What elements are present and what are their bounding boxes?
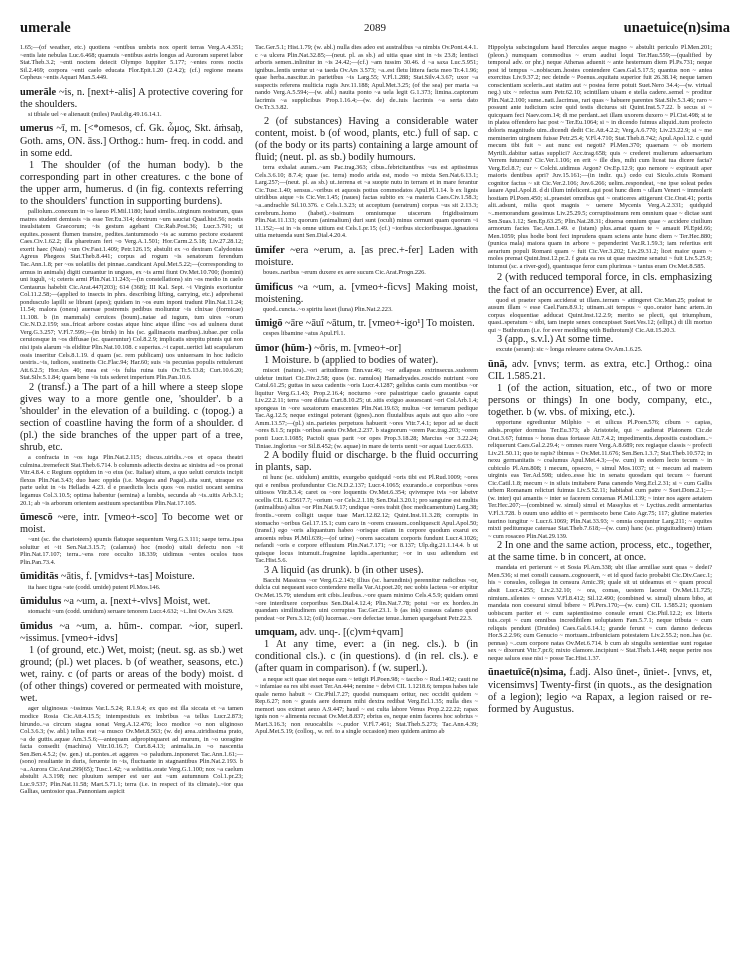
citations: Bacchi Massicus ~or Verg.G.2.143; illius (sc. harundinis) perennitur radicibus ~or, dulcia cui nequeant suco contendere mella Var.At.poet.20; nec uobis lacteus ~or eripitur Ov.Met.15.79; utendum erit cibis..leuibus..~ore quam minimo Cels.4.5.9; quidam omni ~ore interdixere corporibus Sen.Dial.4.12.4; Plin.Nat.7.78; potui ~or ex hordeo..in quandam similitudinem uini corruptus Tac.Ger.23.1. b (as ink) crassus calamo quod pendeat ~or Pers.3.12; (oil) lucernae..~ore defectae tenue..lumen spargebant Petr.22.3. — [255, 576, 478, 622]
headword: umquam, — [255, 627, 298, 639]
sense-1: 1 At any time, ever: a (in neg. cls.). b (in conditional cls.). c (in questions). d (in rel. cls.). e (after quam in comparison). f (w. superl.). — [255, 639, 478, 675]
citations: a confracta in ~os iuga Plin.Nat.2.115; discus..uiridis..~os et opaca theatri culmina..tremefecit Stat.Theb.6.714. b columnis adiectis dextra ac sinistra ad ~os pronai Vitr.4.8.4. c Regium oppidum in ~o eius (sc. Italiae) situm, a quo ueluti ceruicis incipit flexus Plin.Nat.3.43; duo haec oppida (i.e. Megara and Pagai)..sita sunt, utraque ex parte uelut in ~is Helladis 4.23. d e praedictis locis quos ~os rustici uocant semina legamus Col.3.10.5; optima habentur (semina) a lumbis, secunda ab ~is..uitis Arb.3.1; 20.1; ab ~is arborum orientem aestiuum spectantibus Plin.Nat.17.105. — [20, 454, 243, 507]
page-header — [0, 20, 750, 40]
definition: ~is, n. [next+-alis] A protective covering for the shoulders. — [20, 86, 243, 110]
sense-1: 1 (of the action, situation, etc., of two or more persons or things) In one body, company, etc., together. b (w. vbs. of mixing, etc.). — [488, 383, 712, 419]
headword: ūmificus — [255, 281, 293, 293]
definition: ~āre ~āuī ~ātum, tr. [vmeo+-igo¹] To moisten. — [282, 318, 475, 330]
definition: ~a ~um, a. hūm-. compar. ~ior, superl. ~issimus. [vmeo+-idvs] — [20, 620, 243, 644]
definition: ~ātis, f. [vmidvs+-tas] Moisture. — [58, 571, 195, 583]
headword: ūmidulus — [20, 596, 62, 608]
column-2 — [255, 44, 478, 736]
definition: adv. [vnvs; term. as extra, etc.] Orthog.: oina CIL 1.585.21. — [488, 358, 712, 383]
citations: a neque scit quae siet neque eam ~ tetigit Pl.Poen.98; ~ taccbo ~ Rud.1402; cauit ne ~ infamiae ea res sibi esset Ter.An.444; nemine ~ debvi CIL 1.1218.6; tempus habes tale quale nemo habuit ~ Cic.Phil.7.27; quodsi numquam oritur, nec occidit quidem ~ Rep.6.27; non ~ grauis aere domum mihi dextra redibat Verg.Ecl.1.35; nulla dies ~ memori uos eximet aeuo A.9.447; haud ~ est culta labore Venus Prop.2.22.22; rapax ignis non ~ alimenta recusat Ov.Met.8.837; ebrius es, neque enim faceres hoc sobrius ~ Mart.3.16.3; non reuocabilis ~..pudor V.Fl.7.461; Stat.Theb.5.273; Tac.Ann.4.39; Apul.Met.5.19; (colloq., w. ref. to a single occasion) meo quidem animo ab — [255, 675, 478, 736]
citations: terra exhalat auram..~am Pac.trag.363; cibus..febricitantibus ~us est aptissimus Cels.3.6.10; 8.7.4; quae (sc. terra) modo arida est, modo ~o mixta Sen.Nat.6.13.1; Larg.257;—(neut. pl. as sb.) ut..terrena et ~a suopte nutu in terram et in mare ferantur Cic.Tusc.1.40; sensus..~oribus et aquosis potius commodatos Apul.Pl.1.14. b ex lignis uiridibus atque ~is Cic.Ver.1.45; (naues) factas subito ex ~a materia Caes.Civ.1.58.3; ~a..andrachle Sil.10.376. c Cels.1.3.23; ut acceptum (ueratrum) corpus ~us sit 2.13.3; cerebrum..homo (habet)..~issimum omniumque uiscerum frigidissimum Plin.Nat.11.133; quorum (animalium) duri sunt (oculi) minus cernunt quam quorum ~i 11.152;—si in ~is omne uitium est Cels.1.pr.15; (cf.) ~ioribus siccioribusque..ignauiora uitia metuenda sunt Sen.Dial.4.20.4. — [255, 164, 478, 240]
entry-una — [488, 359, 712, 663]
sense-3: 3 (app., s.v.l.) At some time. — [497, 334, 614, 346]
entry-umidulus — [20, 596, 243, 616]
continued-citations: Hippolyta subcingulum haud Hercules aeque magno ~ abstulit periculo Pl.Men.201; (pleon.) numquam commodius ~ erum audiui loqui Ter.Hau.559;—(qualified by temporal adv. or phr.) neque Athenas aduenit ~ ante hesternum diem Pl.Ps.731; neque post id tempus ~..nobiscum..hostes contendere Caes.Gal.5.17.5; quantus non ~ antea exercitus Liv.9.37.2; nec deinde ~ Poenus..equitatu superior fuit 26.38.14; neque tamen conscientiam sceleris..aut statim aut ~ postea ferre potuit Suet.Nero 34.4;—(w. virtual neg.) uix ~ refectus sum Petr.62.10; scintillam uisam e stella cadere..semel ~ proditur Plin.Nat.2.100; sume..nati..lacrimas, rari quas ~ habuere parentes Stat.Silv.5.3.46; raro ~ possunt ante iudicium scire quid testis dicturus sit Quint.Inst.5.7.22. b secus si ~ quicquam feci Naev.com.14; di me perdant..sei illam uxorem duxero ~ Pl.Cist.498; si te in platea offendero hac post ~ Ter.Eu.1064; si ~ in dicendo fuimus aliquid..tum profecto doloris magnitudo uim..dicendi dedit Cic.Att.4.2.2; Verg.A.6.770; Liv.23.22.9; si ~ me meminerim uirginem fuisse Petr.25.4; V.Fl.4.710; Stat.Theb.8.742; Apul.Apol.12. c quid mecum tibi fuit ~ aut nunc est negoti? Pl.Men.370; quaenam ~ ob mortem Myrtili..dabitur satias supplici? Acc.trag.658; quis ~ crederet mulierum aduersarium Verrem futurum? Cic.Ver.1.106; en erit ~ ille dies, mihi cum liceat tua dicere facta? Verg.Ecl.8.7; cur ~ Colchi..uidimus Argon? Ov.Ep.12.9; quo nemore ~ expirauit aper maioris dentibus apri? Juv.15.161;—(in indir. qu.) cedo cui Siculo..ciuis Romani cognitor factus ~ sit Cic.Ver.2.106; Juv.6.266; uelim..respondeat, ~ne ipse soleat pedes lauare Apul.Apol.8. d di illum infelicent..qui post hunc diem ~ ullam Veneri ~ immolarit hostiam Pl.Poen.450; si..praestet omnibus qui ~ oraticeres attigerunt Cic.Orat.41; portis alii..adsunt, milia quot magnis ~ uenere Mycenis Verg.A.2.331; quidquid ~..memorandum gessimus Liv.25.29.5; corruptissimum rem omnium quae ~ dictae sunt Sen.Suas.1.12; Sen.Ep.63.25; Plin.Nat.28.31; diuersa omnium quae ~ accidere ciuilium armorum facies Tac.Ann.1.49. e (istam) plus..amat quam te ~ amauit Pl.Epid.66; Men.1059; plus hodie boni feci inprudens quam sciens ante hunc diem ~ Ter.Hec.880; (punica mala) maiora quam in arbore ~ pependerint Var.R.1.59.3; iam refertius erit aerarium populi Romani quam ~ fuit Cic.Ver.3.202; Liv.29.31.2; licet maior quam ~ moles premat Quint.Inst.12.pr.2. f grata ea res ut quae maxime senatui ~ fuit Liv.5.25.9; intumui (sc. a river-god), quantusque feror cum plurimus ~ tantus eram Ov.Met.8.585. — [488, 44, 712, 270]
headword: ūmidus — [20, 620, 53, 632]
definition: ~ere, intr. [vmeo+-sco] To become wet or moist. — [20, 512, 243, 536]
citations: opportune egrediuntur Milphio ~ et uilicus Pl.Poen.576; cibum ~ capias, adsis..propter dormias Ter.Eu.373; ab Aristotele, qui ~ audierat Platonem Cic.de Orat.3.67; fuimus ~ horas duas fortasse Att.7.4.2; impedimentis..depositis custodiam..~ reliquerunt Caes.Gal.2.29.4; ~ omnes ruere Verg.A.8.689; rex regiaque classis ~ profecti Liv.21.50.11; quo te rapis? ibimus ~ Ov.Met.11.676; Sen.Ben.1.3.7; Stat.Theb.10.572; in nexu germanitatis ~ coalumus Apul.Met.4.3;—(w. cum) in eodem lecto tecum ~ in cubiculo Pl.Am.808; i mecum, opsecro, ~ simul Mos.1037; ut ~ mecum ad matrem uirginis eas Ter.Ad.598; uideo..esse hic in senatu quosdam qui tecum ~ fuerunt Cic.Catil.1.8; mecum ~ in siluis imitabere Pana canendo Verg.Ecl.2.31; si ~ cum Gallis urbem Romanam relicturi fuimus Liv.5.52.11; habitabat cum patre ~ Suet.Dom.2.1;—(w. inter) qui amantis ~ inter se facerem conuenas Pl.Mil.139; ~ inter nos agere aetatem Ter.Hec.207;—(combined w. simul) simul et Massylus et ~ Lyctius..redit armentarius V.Fl.3.728. b ouum uno addito et ~ permisceto bene Cato Agr.75; 117; glutine materies taurino iungitur ~ Lucr.6.1069; Plin.Nat.33.93; ~ omnia coquuntur Larg.211; ~ equites mixti peditumque cateruae Stat.Theb.7.618;—(w. cum) hanc (sc. pinguitudinem) tritam ~ cum rosaceo Plin.Nat.29.139. — [488, 419, 712, 540]
sense-1: 1 Moisture. b (applied to bodies of water). — [264, 354, 439, 366]
citations: stomachi ~um (codd. umidum) seruare tenorem Lucr.4.632; ~i..lini Ov.Ars 3.629. — [28, 608, 234, 616]
headword: ūmor (hūm-) — [255, 342, 312, 354]
sense-1: 1 (of ground, etc.) Wet, moist; (neut. sg. as sb.) wet ground; (pl.) wet places. b (of weather, seasons, etc.) wet, rainy. c (of parts or areas of the body) moist. d (of other things) covered or permeated with moisture, wet. — [20, 644, 243, 705]
definition: ~era ~erum, a. [as prec.+-fer] Laden with moisture. — [255, 244, 478, 268]
sense-1: 1 The shoulder (of the human body). b the corresponding part in other creatures. c the bone of the upper arm, humerus. d (in fig. contexts referring to the shoulders' function in supporting burdens). — [20, 159, 243, 208]
definition: ~a ~um, a. [next+-vlvs] Moist, wet. — [61, 596, 211, 608]
definition: adv. unq-. [(c)vm+qvam] — [297, 627, 404, 639]
column-3 — [488, 44, 712, 716]
right-guide-word: unaetuice(n)sima — [623, 20, 730, 36]
citations: ita haec tigna ~ate (codd. umide) putent Pl.Mos.146. — [28, 583, 161, 591]
citations: ~unt (sc. the charioteers) spumis flatuque sequentum Verg.G.3.111; saepe terra..ipsa soluitur et ~it Sen.Nat.3.15.7; (calamus) hoc (modo) uitali defectu non ~it Plin.Nat.17.107; terra..~ens rore occulto 18.339; uidimus ~entes oculos tuos Plin.Pan.73.4. — [20, 536, 243, 566]
citations: cespes libamine ~atus Apul.Fl.1. — [263, 330, 346, 338]
page-number: 2089 — [364, 22, 386, 34]
headword: umerus — [20, 123, 54, 135]
entry-umesco — [20, 512, 243, 566]
column-1 — [20, 44, 243, 796]
entry-unaetuicensima — [488, 667, 712, 715]
citations: quod..cuncta..~o spiritu laxet (luna) Plin.Nat.2.223. — [263, 305, 393, 313]
citations: ni hunc (sc. uidulum) amittis, exurgebo quidquid ~oris tibi est Pl.Rud.1009; ~ores qui e renibus profunduntur Cic.N.D.2.137; Lucr.4.1065; exurando..e corporibus ~ores uitiosos Vitr.8.3.4; caret os ~ore loquentis Ov.Met.6.354; qvivmqve tvis ~or labetvr ocellis CIL 6.25617.7; ~orium ~or Cels.2.1.18; Sen.Dial.3.20.1; pro sanguine est multis (animalibus) alius ~or Plin.Nat.9.17; undique ~ores trahit (hoc medicamentum) Larg.38; frontis..~orem colligit usque tuae Mart.12.82.12; Quint.Inst.11.3.28; corruptis in stomacho ~oribus Gel.17.15.1; cum caro in ~orem crassum..conliquescit Apul.Apol.50; (transf.) ego ~oris aliquantum habeo ~orisque etiam in corpore quodum exarui ex amoenis rebus Pl.Mil.639;—(of urine) ~orem saccatum corporis fundunt Lucr.4.1026; nefandi ~oris e corpore effluuium Plin.Nat.7.171; ~or 8.137; Ulp.dig.21.1.14.4. b ut quisque locus intumuit..fragmine lapidis..aperiuntur; ~or in usu adiendum est Tac.Hist.5.6. — [255, 474, 478, 565]
entry-umerus — [20, 123, 243, 507]
entry-umidus — [20, 621, 243, 796]
sense-2: 2 (transf.) a The part of a hill where a steep slope gives way to a more gentle one, 'shoulder'. b a 'shoulder' in the elevation of a building. c (topog.) a section of coastline having the form of a shoulder. d (pl.) the side branches of the upper part of a tree, shrub, etc. — [20, 381, 243, 454]
headword: ūnaetuīcē(n)sima, — [488, 667, 567, 679]
entry-umiditas — [20, 571, 243, 591]
citations: boues..naribus ~erum duxere ex aere sucum Cic.Arat.Progn.226. — [263, 268, 426, 276]
headword: ūmescō — [20, 512, 53, 524]
entry-umor — [255, 343, 478, 622]
sense-2: 2 In one and the same action, process, etc., together, at the same time. b in concert, at once. — [488, 540, 712, 564]
definition: ~ōris, m. [vmeo+-or] — [311, 342, 402, 354]
entry-umifer — [255, 245, 478, 277]
citations: palliolum..conexum in ~o laeuo Pl.Mil.1180; haud similis..uirginum nostrarum, quas matres student demissis ~is esse Ter.Eu.314; dextrum ~um sauciat Quad.hist.56; nostis insulsitatem Graecorum; ~is gestum agebant Cic.Rab.Post.36; Lucr.3.791; ut equites..possent flumen transire, pedites..tantummodo ~is ac summo pectore exstarent Caes.Civ.1.62.2; illa pharetram fert ~o Verg.A.1.501; Hor.Carm.2.5.18; Liv.27.28.12; exerit haec (Nais) ~um Ov.Fast.1.409; Petr.126.15; abstulit ex ~o dextram Calydonius Agreus Phegeos Stat.Theb.8.441; corpus ad rogum ~is senatorum ferendum Tac.Ann.1.8; per ~os uolatilis dei pinnae..candicant Apul.Met.5.22;—(corresponding to armus in animals) digiti curuantur in ungues, ex ~is armi fiunt Ov.Met.10.700; (homini) uni iuguli, ~i; ceteris armi Plin.Nat.11.243;—(in constellations) sin ~os medio in caelo Centaurus habebit Cic.Arat.447(203); 614 (368); III Kal. Sept. ~i Virginis exoriuntur Col.11.2.58;—(applied to insects in phrs. describing lifting, carrying, etc.) adprehensi ponduscuIo lapilli se librant (apes); quidam in ~os eum inponi tradunt Plin.Nat.11.24; 11.54; malora (onera) auersae postremis pedibus moliuntur ~is clnixae (formicae) 11.108. b (in mammals) ceruices (boum)..natae ad iugum, tum uires ~orum Cic.N.D.2.159; sus..fricat arbore costas atque hinc atque illinc ~os ad uulnera durat Verg.G.3.257; V.Fl.7.599;—(in birds) in his (sc. gallinaceis maribus)..iubae..per colla ceruicesque in ~os diffusae (sc. quaeruntur) Col.8.2.9; implicatis strepitu pinnis qui non nisi ipsis alarum ~is eliditur Plin.Nat.10.108. c superius..~i caput..uertici lati scapularum ossis inseritur Cels.8.1.19. d quam (sc. rem publicam) uos uniuersam in hoc iudicio uestris..~is, iudices, sustinetis Cic.Flac.94; Har.60; suis ~is pecunias populis rettulerunt Att.6.2.5; Hor.Ars 40; mea est ~is fulta ruina tuis Ov.Tr.5.13.8; Curt.10.6.20; Stat.Silv.5.1.84; quam bene ~is tuis sederet imperium Plin.Pan.10.6. — [20, 208, 243, 382]
headword: ūmiditās — [20, 571, 59, 583]
sense-3: 3 A liquid (as drunk). b (in other uses). — [264, 564, 424, 576]
headword: ūnā, — [488, 358, 508, 370]
headword: ūmifer — [255, 244, 285, 256]
entry-umquam — [255, 627, 478, 736]
entry-umigo — [255, 318, 478, 338]
continued-citations: Tac.Ger.5.1; Hist.1.79; (w. abl.) nulla dies adeo est australibus ~a nimbis Ov.Pont.4.4.1. c ~a ulcera Plin.Nat.32.85;—(neut. pl. as sb.) ad uitia quae sint in ~is 23.8; lentisci arboris semen..inlinitur in ~is 24.42;—(cf.) ~am tussim 30.46. d ~a saxa Luc.5.951; ignibus..lentis uretur ut ~a taeda Ov.Ars 3.573; ~a..est fletu littera facta meo Tr.4.1.96; quae herba..nascitur..in parietibus ~is Larg.55; V.Fl.1.288; Stat.Silv.4.3.67; uxor ~a suspectis referens multicia rugis Juv.11.188; Apul.Met.3.25; (of the sea) per maria ~a nando Verg.A.5.594;—(w. abl.) nauita ponto ~a uela legit G.1.373; limina..captorum lacrimis ~a supplicibus Prop.1.16.4;—(w. de) de..tuis lacrimis ~a serta dato Ov.Tr.3.3.82. — [255, 44, 478, 112]
citations: miscet (natura)..~ori aritudinem Enn.var.46; ~or adlapsus extrinsecus..sudorem uidetur imitari Cic.Div.2.58; quos (sc. ramulos) Hamadryades..roscido nutriunt ~ore Catul.61.25; guttas in saxa cadentis ~oris Lucr.4.1287; gelidus canis cum montibus ~or liquitur Verg.G.1.43; Prop.2.16.4; nocturno ~ore palustrique caelo grauante caput Liv.22.2.11; terra ~ore diluta Curt.8.10.25; ut..sitis exiguo assuescant ~ori Col.Arb.1.4; spongeas in ~ore saxatorum enascentes Plin.Nat.19.63; multus ~or terrarum pedique Tac.Ag.12.5; neque extingui poterant (ignes)..non fluuialibus aquis aut quo alio ~ore Amm.13.57;—(pl.) sin..parietes perpetuos habuerit ~ores Vitr.7.4.1; tepor ad se ducit ~ores 8.1.5; raptis ~oribus aestu Ov.Met.2.237. b stagnorum ~orem Pac.trag.203; ~orem ponti Lucr.1.1085; Pactoli quas parit ~or opes Prop.3.18.28; Marcius ~or 3.22.24; Tiniae..inglorius ~or Sil.8.452; (w. aquae) in mare de terris uenit ~or aquai Lucr.6.633. — [255, 367, 478, 450]
citations: excute (seram): sic ~ longa releuere catena Ov.Am.1.6.25. — [496, 346, 643, 354]
citations: ager uliginosus ~issimus Var.L.5.24; R.1.9.4; ex quo est illa siccata et ~a tamen modice Rosia Cic.Att.4.15.5; intempestiuis ex imbribus ~a tellus Lucr.2.873; hirundo..~a circum stagna sonat Verg.A.12.476; loco modice ~o non uliginoso Col.3.6.3; (w. abl.) tellus erat ~a musco Ov.Met.8.563; (w. de) area..uiridissima prato, ~a de guttis..aquae Am.3.5.6;—antequam adpropinquaret ad murum, in ~o uoragine facta consedit (machina) Vitr.10.16.7; Curt.8.4.13; animalia..in ~o nascentia Sen.Ben.4.5.2; (w. gen.) ut..pontes..et aggeres ~o paludum..inponeret Tac.Ann.1.61;—(sono) resultante in duris, feruente in ~is, fluctuante in stagnantibus Plin.Nat.2.193. b ~a..Aurora Cic.Arat.299(65); Tusc.1.42; ~a solstitia..orate Verg.G.1.100; nox ~a caelum abstulit A.3.198; nec pluuium semper est uer aut ~um autumnum Col.1.pr.23; Luc.9.537; Plin.Nat.11.58; Mart.5.71.1; terra (i.e. in respect of its climate)..~ior qua Gallias, uentosior qua..Pannoniam aspicit — [20, 705, 243, 796]
continued-citations: 1.65;—(of weather, etc.) quotiens ~entibus umbris nox operit terras Verg.A.4.351; ~entis late nebulas Luc.6.468; quamuis ~entibus astris longus ad Auroram superet labor Stat.Theb.3.2; ~enti noctem deiecit Olympo Iuppiter 5.177; ~entes rores noctis Sil.2.469; corpora ~enti caelo educata Flor.Epit.1.20 (2.4.2); (cf.) regione means Cepheus ~entis Aquari Man.5.449. — [20, 44, 243, 82]
citations: mandata eri perierunt ~ et Sosia Pl.Am.338; ubi illae armillae sunt quas ~ dedei? Men.536; si mei consili causam..cognouerit, ~ et id quod facio probabit Cic.Div.Caec.1; his ~ consules, collegas in censura Amic.39; quale sit ut uideamus et ~ quam procul absit Lucr.4.255; Liv.2.32.10; ~ ora, comas, uestem lacerat Ov.Met.11.725; nimium..silentes ~ omnes V.Fl.8.412; Sil.12.490; (combined w. simul) ulnum bibo, at mandata non coesurui simul bibere ~ Pl.Pers.170;—(w. cum) CIL 1.585.21; quoniam uobiscum pariter et ~ cum sapientissimo consule errani Cic.Phil.12.2; ex litteris tuis..cepi ~ cum omnibus incredibilem uoluptatem Fam.5.7.1; neque tributa ~ cum reliquis pendunt (Druides) Caes.Gal.6.14.1; grande ferunt ~ cum damno dedecus Hor.S.2.2.96; cum Genucio ~ mortuam..tribuniciam potestatem Liv.2.55.2; non..has (sc. pennas) ~..cum corpore natas Ov.Met.6.714. b cum ab singulis sententiae sunt rogatae sex ~ dixerunt Vitr.7.pr.6; mixto clamore..incipiunt ~ Stat.Theb.1.448; neque perire nos neque saluos esse nisi ~ posse Tac.Hist.1.37. — [488, 564, 712, 662]
headword: ūmigō — [255, 318, 283, 330]
definition: f.adj. Also ūnet-, ūniet-. [vnvs, et, vicensimvs] Twenty-first (in quots., as the designation of a legion); legio ~a Rapax, a legion raised or re-formed by Augustus. — [488, 667, 712, 715]
citations: quod ei praeter spem acciderat ut illam..terram ~ attingeret Cic.Man.25; pudeat te ausum illam ~ esse Cael.Fam.8.9.1; utinam..sit tempus ~ quo..orator hanc artem..in corpus eloquentiae adducat Quint.Inst.12.2.9; merito se plecti, qui triumphum, quasi..speratum ~ sibi, tam inepte senex concupisset Suet.Ves.12; (ellipt.) di illi mortuo qui ~ Buthrotum (i.e. for ever meddling with Buthrotum)! Cic.Att.15.20.3. — [488, 296, 712, 334]
citations: si tibiale uel ~e alienauit (miles) Paul.dig.49.16.14.1. — [28, 110, 162, 118]
entry-umerale — [20, 87, 243, 119]
left-guide-word: umerale — [20, 20, 71, 36]
sense-2: 2 A bodily fluid or discharge. b the fluid occurring in plants, sap. — [255, 450, 478, 474]
definition: ~ī, m. [<*omesos, cf. Gk. ὦμος, Skt. áṁsaḥ, Goth. ams, ON. āss.] Orthog.: hum- freq. in codd. and in some edd. — [20, 123, 243, 159]
headword: umerāle — [20, 86, 57, 98]
definition: ~a ~um, a. [vmeo+-ficvs] Making moist, moistening. — [255, 281, 478, 305]
sense-2: 2 (of substances) Having a considerable water content, moist. b (of wood, plants, etc.) full of sap. c (of the body or its parts) containing a large amount of fluid; (neut. pl. as sb.) bodily humours. — [255, 115, 478, 164]
sense-2: 2 (with reduced temporal force, in cls. emphasizing the fact of an occurrence) Ever, at all. — [488, 272, 712, 296]
entry-umificus — [255, 282, 478, 314]
